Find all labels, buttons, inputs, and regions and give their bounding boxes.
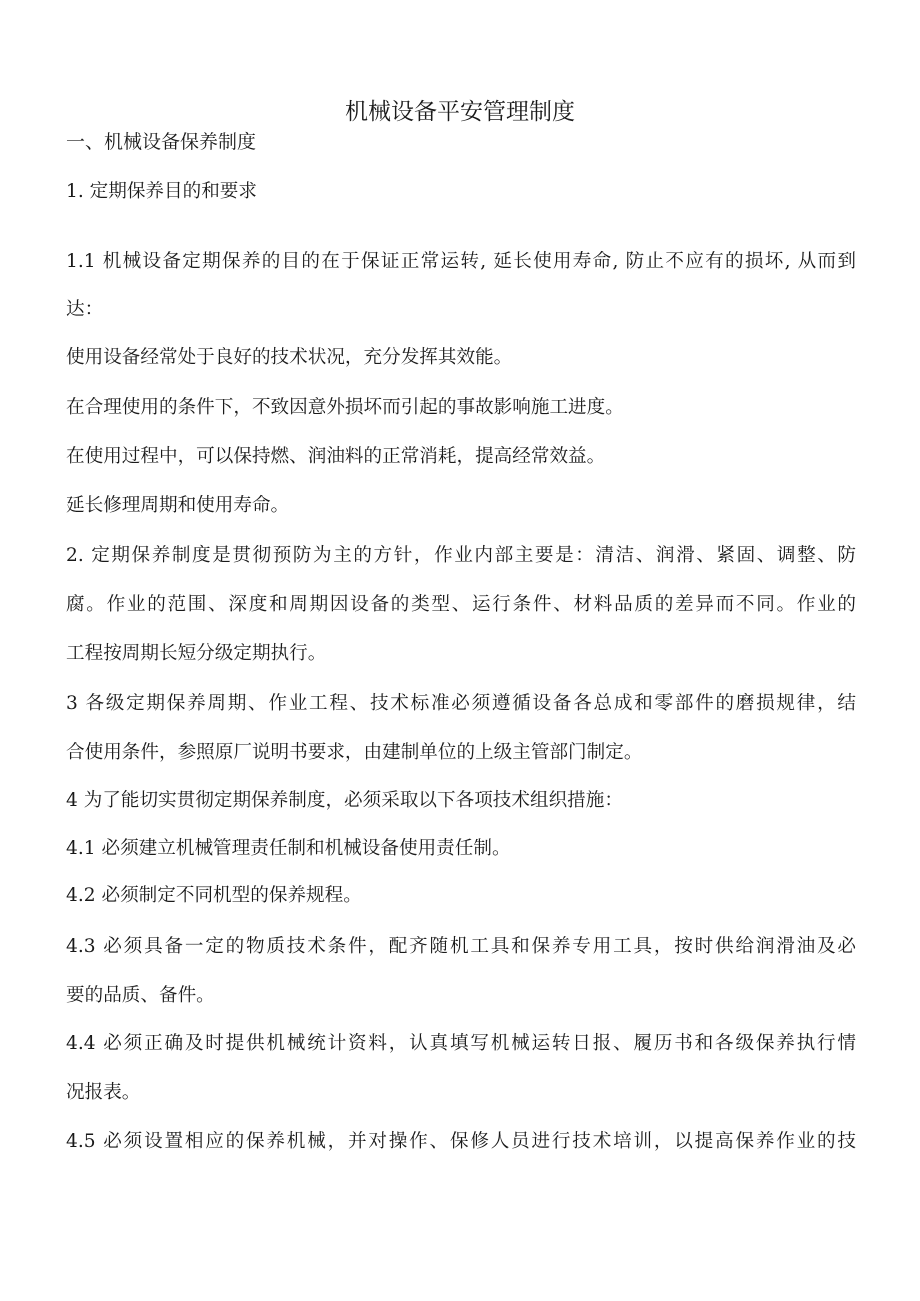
paragraph-4-1: 4.1 必须建立机械管理责任制和机械设备使用责任制。 (66, 838, 511, 859)
list-item-d: 延长修理周期和使用寿命。 (66, 495, 290, 516)
document-title: 机械设备平安管理制度 (345, 99, 575, 125)
paragraph-4-3-line-1: 4.3 必须具备一定的物质技术条件，配齐随机工具和保养专用工具，按时供给润滑油及必 (66, 936, 856, 957)
paragraph-4-2: 4.2 必须制定不同机型的保养规程。 (66, 885, 362, 906)
section-heading: 一、机械设备保养制度 (66, 131, 257, 153)
paragraph-4-4-line-1: 4.4 必须正确及时提供机械统计资料，认真填写机械运转日报、履历书和各级保养执行情 (66, 1033, 856, 1054)
paragraph-4-4-line-2: 况报表。 (66, 1082, 141, 1103)
paragraph-2-line-1: 2. 定期保养制度是贯彻预防为主的方针，作业内部主要是：清洁、润滑、紧固、调整、防 (66, 545, 856, 566)
list-item-b: 在合理使用的条件下，不致因意外损坏而引起的事故影响施工进度。 (66, 397, 624, 418)
paragraph-4: 4 为了能切实贯彻定期保养制度，必须采取以下各项技术组织措施： (66, 790, 623, 811)
paragraph-1-1-line-1: 1.1 机械设备定期保养的目的在于保证正常运转, 延长使用寿命, 防止不应有的损坏, 从而到 (66, 251, 856, 272)
paragraph-1-1-line-2: 达： (66, 299, 104, 320)
sub-heading: 1. 定期保养目的和要求 (66, 181, 257, 202)
paragraph-2-line-3: 工程按周期长短分级定期执行。 (66, 643, 327, 664)
list-item-c: 在使用过程中，可以保持燃、润油料的正常消耗，提高经常效益。 (66, 446, 606, 467)
paragraph-2-line-2: 腐。作业的范围、深度和周期因设备的类型、运行条件、材料品质的差异而不同。作业的 (66, 594, 856, 615)
paragraph-3-line-1: 3 各级定期保养周期、作业工程、技术标准必须遵循设备各总成和零部件的磨损规律，结 (66, 693, 856, 714)
list-item-a: 使用设备经常处于良好的技术状况，充分发挥其效能。 (66, 347, 513, 368)
paragraph-3-line-2: 合使用条件，参照原厂说明书要求，由建制单位的上级主管部门制定。 (66, 742, 643, 763)
paragraph-4-3-line-2: 要的品质、备件。 (66, 985, 215, 1006)
paragraph-4-5-line-1: 4.5 必须设置相应的保养机械，并对操作、保修人员进行技术培训，以提高保养作业的技 (66, 1131, 856, 1152)
